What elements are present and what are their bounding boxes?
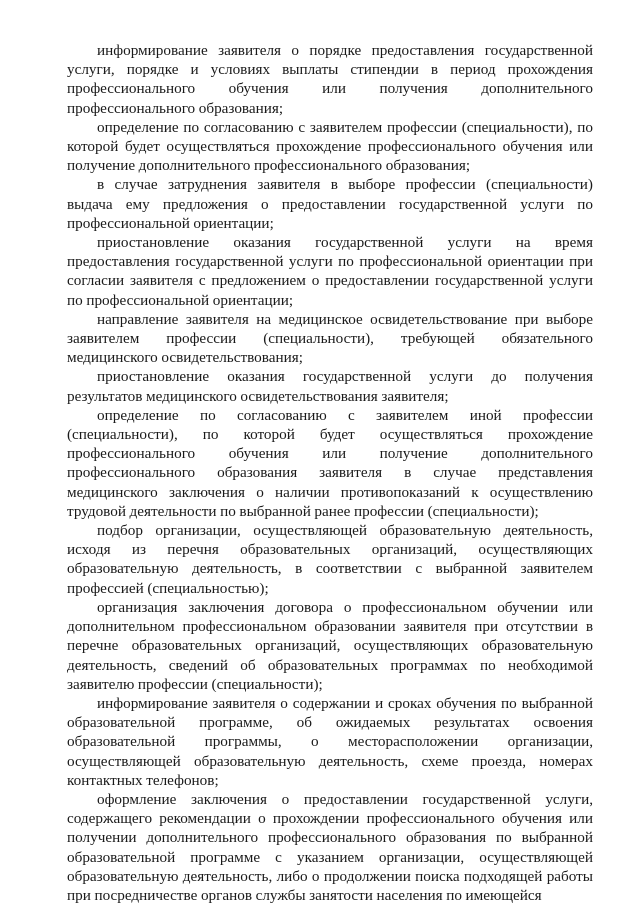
paragraph-conclusion-issuance: оформление заключения о предоставлении государственной услуги, содержащего рекомендации о прохождении профессионального обучения или получении дополнительного профессионального образования по выбранной образовательной программе с указанием организации, осуществляющей образовательную деятельность, либо о продолжении поиска подходящей работы при посредничестве органов службы занятости населения по имеющейся — [67, 790, 593, 904]
paragraph-profession-agreement: определение по согласованию с заявителем профессии (специальности), по которой будет осуществляться прохождение профессионального обучения или получение дополнительного профессионального образования; — [67, 118, 593, 175]
text-body — [67, 41, 593, 905]
paragraph-contract-arrangement: организация заключения договора о профессиональном обучении или дополнительном профессиональном образовании заявителя при отсутствии в перечне образовательных организаций, осуществляющих образовательную деятельность, сведений об образовательных программах по необходимой заявителю профессии (специальности); — [67, 598, 593, 693]
paragraph-other-profession: определение по согласованию с заявителем иной профессии (специальности), по которой будет осуществляться прохождение профессионального обучения или получение дополнительного профессионального образования заявителя в случае представления медицинского заключения о наличии противопоказаний к осуществлению трудовой деятельности по выбранной ранее профессии (специальности); — [67, 406, 593, 520]
paragraph-informing-procedure: информирование заявителя о порядке предоставления государственной услуги, порядке и условиях выплаты стипендии в период прохождения профессионального обучения или получения дополнительного профессионального образования; — [67, 42, 593, 117]
paragraph-organization-selection: подбор организации, осуществляющей образовательную деятельность, исходя из перечня образовательных организаций, осуществляющих образовательную деятельность, в соответствии с выбранной заявителем профессией (специальностью); — [67, 522, 593, 597]
paragraph-career-guidance-offer: в случае затруднения заявителя в выборе профессии (специальности) выдача ему предложения о предоставлении государственной услуги по профессиональной ориентации; — [67, 176, 593, 232]
paragraph-suspension-medical: приостановление оказания государственной услуги до получения результатов медицинского освидетельствования заявителя; — [67, 368, 593, 405]
paragraph-medical-referral: направление заявителя на медицинское освидетельствование при выборе заявителем профессии (специальности), требующей обязательного медицинского освидетельствования; — [67, 310, 593, 367]
paragraph-training-information: информирование заявителя о содержании и сроках обучения по выбранной образовательной программе, об ожидаемых результатах освоения образовательной программы, о месторасположении организации, осуществляющей образовательную деятельность, схеме проезда, номерах контактных телефонов; — [67, 694, 593, 789]
paragraph-suspension-guidance: приостановление оказания государственной услуги на время предоставления государственной услуги по профессиональной ориентации при согласии заявителя с предложением о предоставлении государственной услуги по профессиональной ориентации; — [67, 234, 593, 309]
